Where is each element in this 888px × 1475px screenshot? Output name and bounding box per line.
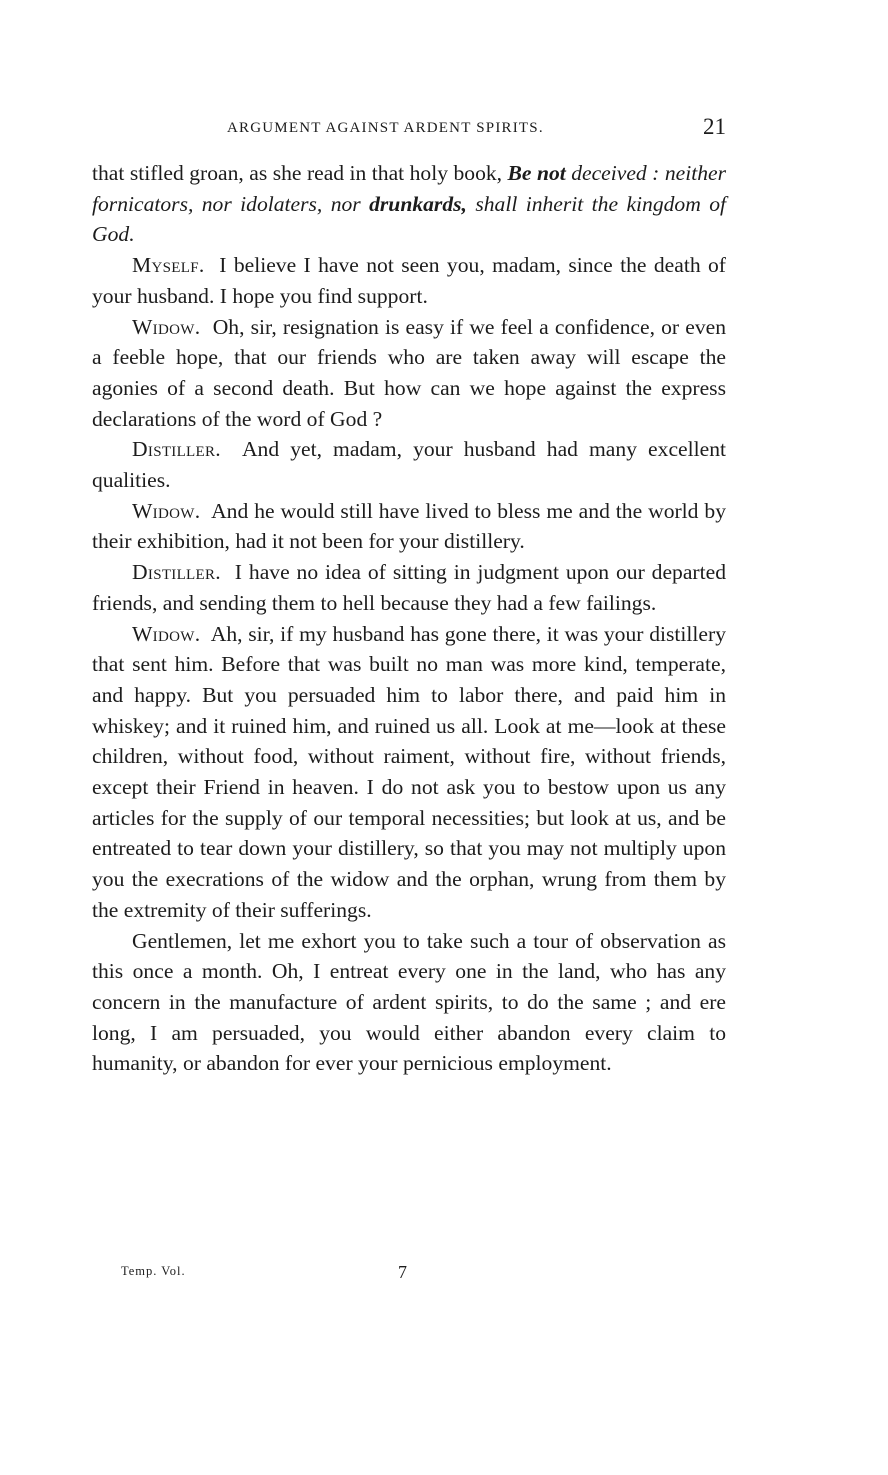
paragraph-8 bbox=[92, 926, 726, 1080]
speaker-label: Distiller. bbox=[132, 437, 221, 462]
paragraph-2 bbox=[92, 250, 726, 311]
scripture-quote-end: shall inherit the kingdom of God. bbox=[92, 191, 726, 247]
italic-emphasis: Be not bbox=[507, 161, 566, 185]
body-text bbox=[92, 158, 726, 1079]
speaker-label: Myself. bbox=[132, 253, 205, 278]
dialogue-text: I believe I have not seen you, madam, since the death of your husband. I hope you find support. bbox=[92, 253, 726, 308]
paragraph-text: that stifled groan, as she read in that holy book, bbox=[92, 161, 508, 185]
paragraph-5 bbox=[92, 496, 726, 557]
dialogue-text: Ah, sir, if my husband has gone there, it was your distillery that sent him. Before that was built no man was more kind, temperate, and happy. But you persuaded him to labor there, and paid him in whiskey; and it ruined him, and ruined us all. Look at me—look at these children, without food, without raiment, without fire, without friends, except their Friend in heaven. I do not ask you to bestow upon us any articles for the supply of our temporal necessities; but look at us, and be entreated to tear down your distillery, so that you may not multiply upon you the execrations of the widow and the orphan, wrung from them by the extremity of their sufferings. bbox=[92, 621, 726, 922]
dialogue-text: Oh, sir, resignation is easy if we feel a confidence, or even a feeble hope, that our friends who are taken away will escape the agonies of a second death. But how can we hope against the express declarations of the word of God ? bbox=[92, 314, 727, 431]
page-header bbox=[92, 116, 726, 144]
signature-number: 7 bbox=[398, 1262, 407, 1282]
speaker-label: Distiller. bbox=[132, 560, 221, 585]
paragraph-7 bbox=[92, 619, 726, 926]
dialogue-text: And yet, madam, your husband had many excellent qualities. bbox=[92, 437, 726, 493]
paragraph-text: Gentlemen, let me exhort you to take such a tour of observation as this once a month. Oh, I entreat every one in the land, who has any concern in the manufacture of ardent spirits, to do the same ; and ere long, I am persuaded, you would either abandon every claim to humanity, or abandon for ever your pernicious employment. bbox=[92, 928, 726, 1076]
paragraph-1 bbox=[92, 158, 726, 250]
signature-mark: Temp. Vol. bbox=[121, 1264, 186, 1278]
speaker-label: Widow. bbox=[132, 621, 201, 646]
speaker-label: Widow. bbox=[132, 314, 201, 339]
paragraph-4 bbox=[92, 434, 726, 495]
scripture-quote: deceived : neither fornicators, nor idolaters, nor bbox=[92, 161, 726, 216]
paragraph-3 bbox=[92, 312, 726, 435]
paragraph-6 bbox=[92, 557, 726, 618]
dialogue-text: I have no idea of sitting in judgment upon our departed friends, and sending them to hell because they had a few failings. bbox=[92, 560, 726, 615]
dialogue-text: And he would still have lived to bless me and the world by their exhibition, had it not been for your distillery. bbox=[92, 498, 726, 554]
running-head: ARGUMENT AGAINST ARDENT SPIRITS. bbox=[227, 120, 544, 136]
italic-emphasis: drunkards, bbox=[369, 191, 467, 216]
page-number: 21 bbox=[703, 114, 726, 139]
speaker-label: Widow. bbox=[132, 498, 201, 523]
